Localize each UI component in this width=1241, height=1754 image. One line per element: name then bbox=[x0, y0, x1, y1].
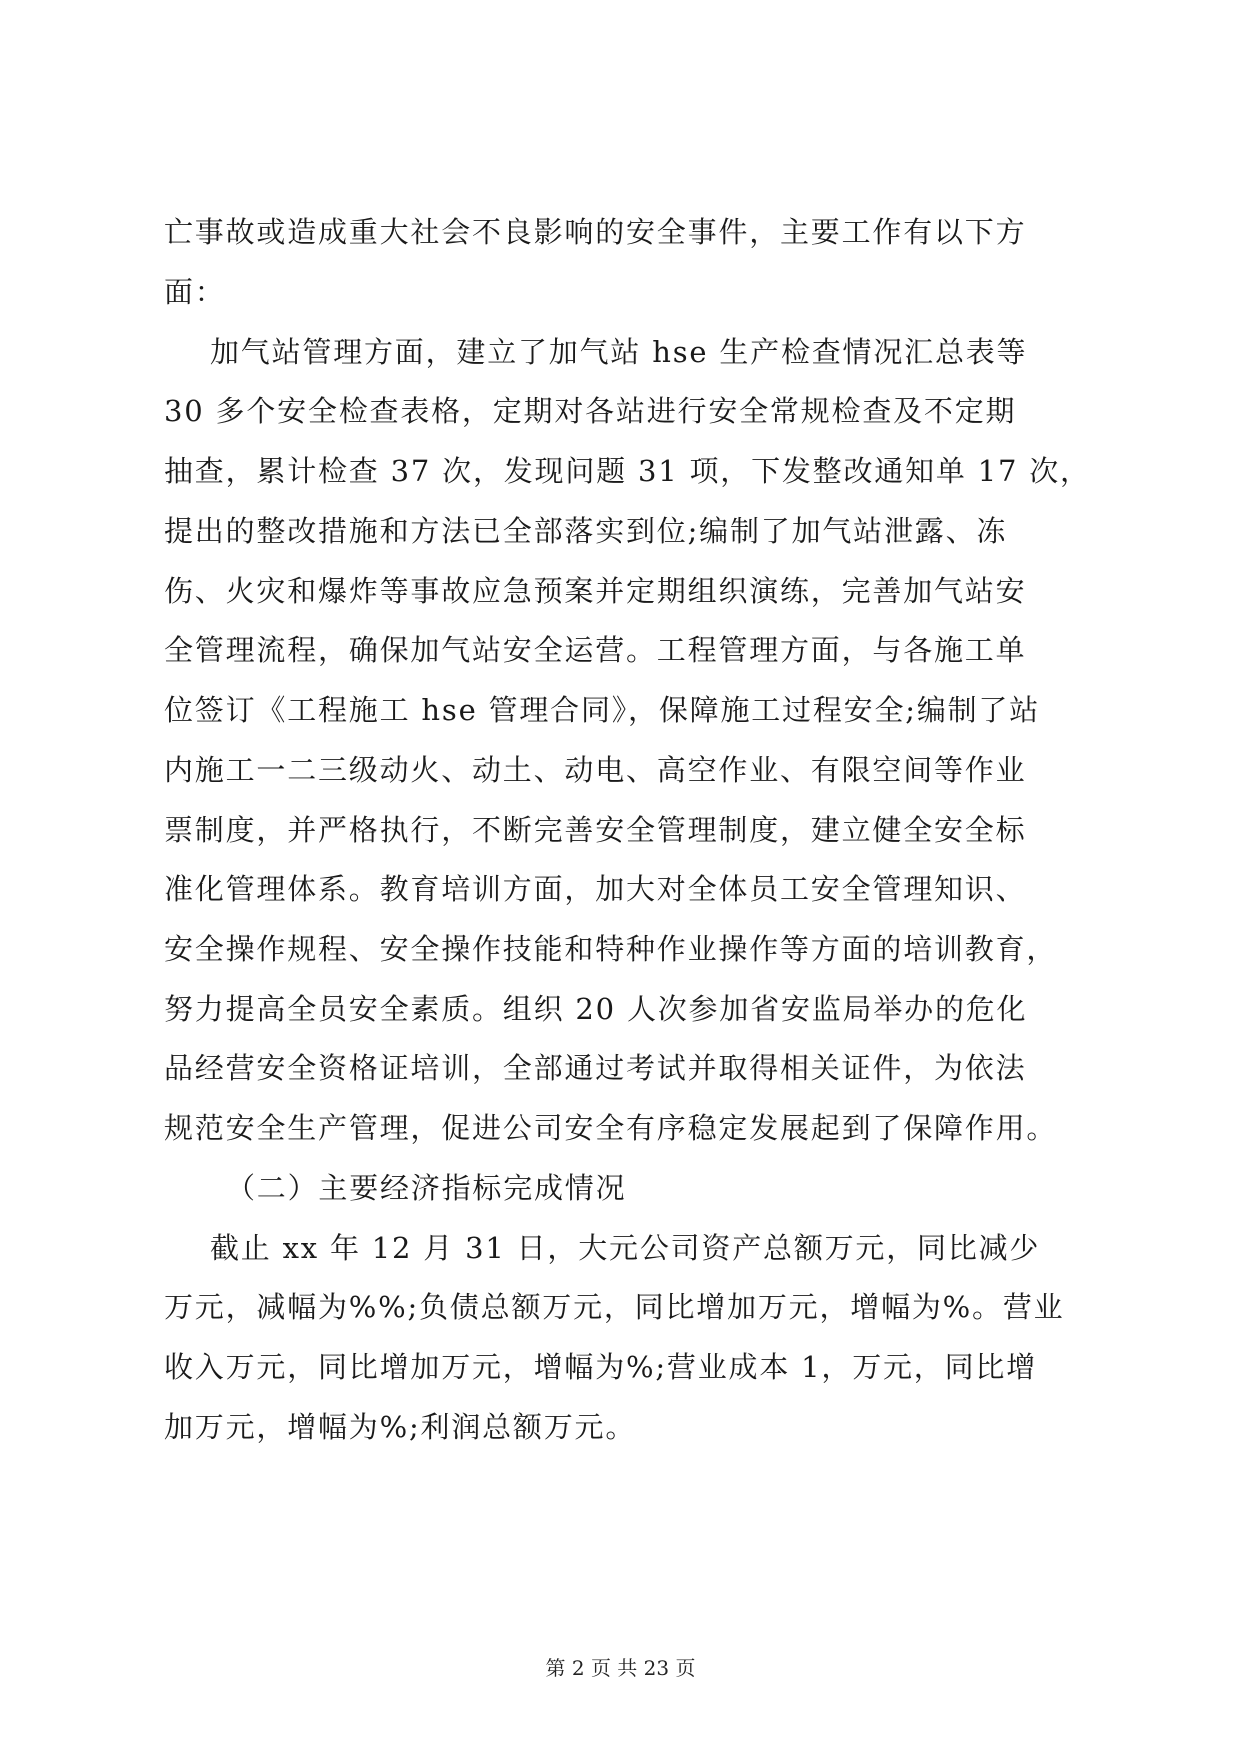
body-text-line: 面： bbox=[164, 275, 226, 309]
body-text-line: 位签订《工程施工 hse 管理合同》，保障施工过程安全;编制了站 bbox=[164, 693, 1041, 727]
section-heading: （二）主要经济指标完成情况 bbox=[226, 1171, 627, 1205]
body-text-line: 安全操作规程、安全操作技能和特种作业操作等方面的培训教育， bbox=[164, 932, 1058, 966]
body-text-line: 截止 xx 年 12 月 31 日，大元公司资产总额万元，同比减少 bbox=[210, 1231, 1041, 1265]
body-text-line: 万元，减幅为%%;负债总额万元，同比增加万元，增幅为%。营业 bbox=[164, 1290, 1065, 1324]
body-text-line: 全管理流程，确保加气站安全运营。工程管理方面，与各施工单 bbox=[164, 633, 1027, 667]
body-text-line: 票制度，并严格执行，不断完善安全管理制度，建立健全安全标 bbox=[164, 813, 1027, 847]
body-text-line: 伤、火灾和爆炸等事故应急预案并定期组织演练，完善加气站安 bbox=[164, 574, 1027, 608]
body-text-line: 收入万元，同比增加万元，增幅为%;营业成本 1，万元，同比增 bbox=[164, 1350, 1037, 1384]
body-text-line: 抽查，累计检查 37 次，发现问题 31 项，下发整改通知单 17 次， bbox=[164, 454, 1091, 488]
body-text-line: 提出的整改措施和方法已全部落实到位;编制了加气站泄露、冻 bbox=[164, 514, 1008, 548]
body-text-line: 加万元，增幅为%;利润总额万元。 bbox=[164, 1410, 637, 1444]
body-text-line: 加气站管理方面，建立了加气站 hse 生产检查情况汇总表等 bbox=[210, 335, 1028, 369]
body-text-line: 准化管理体系。教育培训方面，加大对全体员工安全管理知识、 bbox=[164, 872, 1027, 906]
body-text-line: 30 多个安全检查表格，定期对各站进行安全常规检查及不定期 bbox=[164, 394, 1017, 428]
body-text-line: 内施工一二三级动火、动土、动电、高空作业、有限空间等作业 bbox=[164, 753, 1027, 787]
page-number-footer: 第 2 页 共 23 页 bbox=[545, 1656, 696, 1680]
body-text-line: 亡事故或造成重大社会不良影响的安全事件，主要工作有以下方 bbox=[164, 215, 1027, 249]
body-text-line: 努力提高全员安全素质。组织 20 人次参加省安监局举办的危化 bbox=[164, 992, 1028, 1026]
body-text-line: 规范安全生产管理，促进公司安全有序稳定发展起到了保障作用。 bbox=[164, 1111, 1058, 1145]
body-text-line: 品经营安全资格证培训，全部通过考试并取得相关证件，为依法 bbox=[164, 1051, 1027, 1085]
